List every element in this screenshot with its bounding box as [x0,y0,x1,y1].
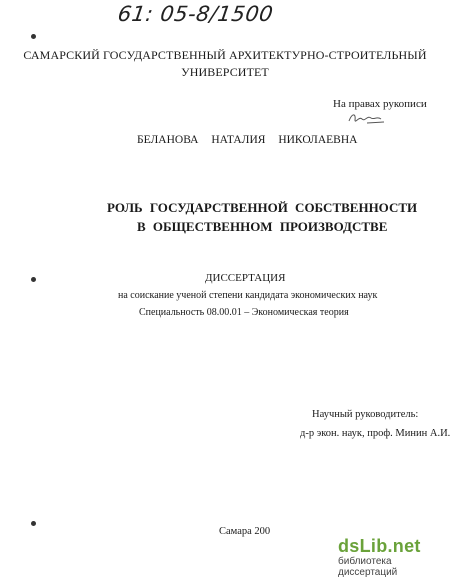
watermark-subtitle: библиотека диссертаций [338,556,398,578]
margin-dot [31,34,36,39]
author-name: БЕЛАНОВА НАТАЛИЯ НИКОЛАЕВНА [137,134,358,146]
rights-note: На правах рукописи [333,98,427,110]
supervisor-name: д-р экон. наук, проф. Минин А.И. [300,428,450,439]
supervisor-label: Научный руководитель: [312,409,419,420]
margin-dot [31,521,36,526]
degree-purpose: на соискание ученой степени кандидата экономических наук [118,290,378,301]
watermark-logo: dsLib.net [338,536,421,556]
handwritten-code: 61: 05-8/1500 [116,2,275,26]
specialty: Специальность 08.00.01 – Экономическая теория [139,307,349,318]
university-name-line1: САМАРСКИЙ ГОСУДАРСТВЕННЫЙ АРХИТЕКТУРНО-СТРОИТЕЛЬНЫЙ [23,48,427,62]
margin-dot [31,277,36,282]
signature [347,110,387,126]
dissertation-title-line1: РОЛЬ ГОСУДАРСТВЕННОЙ СОБСТВЕННОСТИ [107,200,418,215]
dissertation-heading: ДИССЕРТАЦИЯ [205,272,286,284]
dissertation-title-line2: В ОБЩЕСТВЕННОМ ПРОИЗВОДСТВЕ [137,219,388,234]
city-year: Самара 200 [219,526,271,537]
watermark [338,536,450,578]
university-name-line2: УНИВЕРСИТЕТ [181,65,269,79]
